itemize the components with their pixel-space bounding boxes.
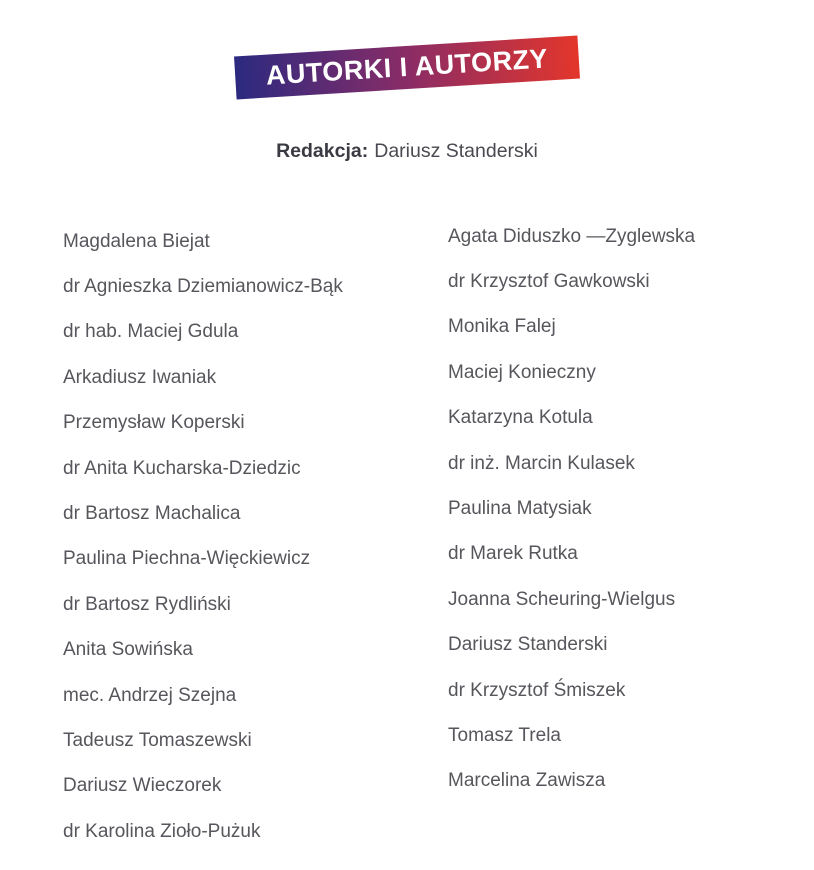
authors-column-right [448,214,808,804]
author-name: dr Karolina Zioło-Pużuk [63,820,261,842]
editor-line [0,140,814,163]
author-name: Anita Sowińska [63,639,193,661]
author-name: mec. Andrzej Szejna [63,684,237,706]
author-name: Marcelina Zawisza [448,770,606,792]
author-name: Tadeusz Tomaszewski [63,729,252,751]
authors-banner [234,36,580,100]
author-name: dr Marek Rutka [448,543,578,565]
author-name: Monika Falej [448,316,556,338]
author-name: dr inż. Marcin Kulasek [448,452,635,474]
editor-label: Redakcja: [276,140,369,162]
author-name: dr Krzysztof Śmiszek [448,679,626,701]
author-name: Dariusz Wieczorek [63,775,222,797]
author-name: Magdalena Biejat [63,230,210,252]
author-name: dr Bartosz Rydliński [63,593,231,615]
author-name: Arkadiusz Iwaniak [63,366,217,388]
author-name: Maciej Konieczny [448,361,596,383]
authors-column-left [63,219,423,854]
author-name: Przemysław Koperski [63,412,245,434]
author-name: Agata Diduszko —Zyglewska [448,225,696,247]
author-name: Joanna Scheuring-Wielgus [448,588,676,610]
author-name: dr Agnieszka Dziemianowicz-Bąk [63,276,343,298]
author-name: Dariusz Standerski [448,634,608,656]
author-name: dr Krzysztof Gawkowski [448,271,650,293]
author-name: dr Anita Kucharska-Dziedzic [63,457,301,479]
author-name: Tomasz Trela [448,724,561,746]
editor-name: Dariusz Standerski [374,140,538,162]
author-name: dr Bartosz Machalica [63,503,241,525]
author-name: Paulina Piechna-Więckiewicz [63,548,311,570]
author-name: Paulina Matysiak [448,498,592,520]
page-title: AUTORKI I AUTORZY [265,43,549,91]
author-name: dr hab. Maciej Gdula [63,321,239,343]
author-name: Katarzyna Kotula [448,407,593,429]
